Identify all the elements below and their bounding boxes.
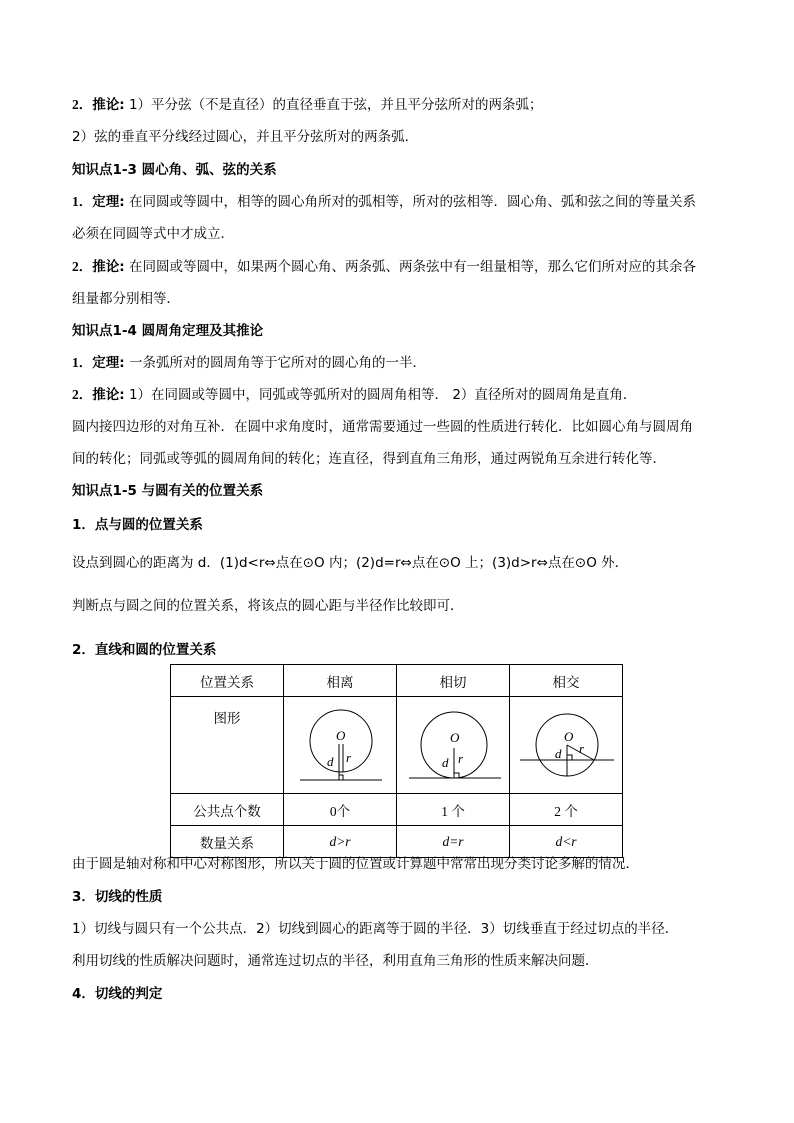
paragraph-line-2: 间的转化；同弧或等弧的圆周角间的转化；连直径，得到直角三角形，通过两锐角互余进行转化等．	[72, 451, 666, 467]
table-cell: 图形	[171, 697, 284, 794]
table-header-row	[171, 665, 623, 697]
symmetry-note: 由于圆是轴对称和中心对称图形，所以关于圆的位置或计算题中常常出现分类讨论多解的情况．	[72, 856, 639, 872]
subheading-tangent-test: 4．切线的判定	[72, 986, 163, 1002]
tangent-usage-line: 利用切线的性质解决问题时，通常连过切点的半径，利用直角三角形的性质来解决问题．	[72, 953, 599, 969]
subheading-point-circle: 1．点与圆的位置关系	[72, 517, 203, 533]
tangent-diagram	[397, 700, 509, 786]
table-cell: d>r	[284, 826, 397, 858]
right-angle-mark	[339, 775, 343, 780]
table-cell: d=r	[397, 826, 510, 858]
theorem-line-1: 1．定理: 在同圆或等圆中，相等的圆心角所对的弧相等，所对的弦相等．圆心角、弧和弦之间的等量关系	[72, 194, 696, 210]
table-cell: 公共点个数	[171, 794, 284, 826]
center-label: O	[336, 728, 346, 743]
table-figure-row	[171, 697, 623, 794]
radius-label: r	[458, 751, 464, 766]
radius-label: r	[346, 750, 352, 765]
center-label: O	[564, 729, 574, 744]
table-cell: 相离	[284, 665, 397, 697]
table-cell: 1 个	[397, 794, 510, 826]
figure-tangent	[397, 697, 510, 794]
radius-label: r	[579, 741, 585, 756]
point-circle-relation: 设点到圆心的距离为 d．(1)d<r⇔点在⊙O 内；(2)d=r⇔点在⊙O 上；(3)d>r⇔点在⊙O 外．	[72, 555, 629, 571]
corollary-line-2: 2）弦的垂直平分线经过圆心，并且平分弦所对的两条弧．	[72, 129, 419, 145]
distance-label: d	[555, 746, 562, 761]
figure-intersect	[510, 697, 623, 794]
table-cell: d<r	[510, 826, 623, 858]
separate-diagram	[284, 700, 396, 786]
point-circle-note: 判断点与圆之间的位置关系，将该点的圆心距与半径作比较即可．	[72, 598, 464, 614]
line-circle-table	[170, 664, 623, 858]
theorem-line-2: 必须在同圆等式中才成立．	[72, 226, 234, 242]
subheading-line-circle: 2．直线和圆的位置关系	[72, 642, 217, 658]
inscribed-theorem-line: 1．定理: 一条弧所对的圆周角等于它所对的圆心角的一半．	[72, 355, 426, 371]
corollary-2-line-2: 组量都分别相等．	[72, 291, 180, 307]
right-angle-mark	[567, 755, 572, 760]
tangent-property-line: 1）切线与圆只有一个公共点．2）切线到圆心的距离等于圆的半径．3）切线垂直于经过切点的半径．	[72, 921, 679, 937]
table-cell: 位置关系	[171, 665, 284, 697]
corollary-2-line-1: 2．推论: 在同圆或等圆中，如果两个圆心角、两条弧、两条弦中有一组量相等，那么它们所对应的其余各	[72, 259, 696, 275]
table-cell: 相切	[397, 665, 510, 697]
table-cell: 2 个	[510, 794, 623, 826]
table-cell: 数量关系	[171, 826, 284, 858]
table-relation-row	[171, 826, 623, 858]
figure-separate	[284, 697, 397, 794]
intersect-diagram	[510, 700, 622, 786]
section-heading-1-3: 知识点1-3 圆心角、弧、弦的关系	[72, 162, 277, 178]
distance-label: d	[442, 755, 449, 770]
section-heading-1-5: 知识点1-5 与圆有关的位置关系	[72, 483, 264, 499]
center-label: O	[450, 730, 460, 745]
section-heading-1-4: 知识点1-4 圆周角定理及其推论	[72, 323, 264, 339]
table-cell: 0个	[284, 794, 397, 826]
table-cell: 相交	[510, 665, 623, 697]
inscribed-corollary-line: 2．推论: 1）在同圆或等圆中，同弧或等弧所对的圆周角相等． 2）直径所对的圆周角是直角．	[72, 387, 637, 403]
corollary-line-1: 2．推论: 1）平分弦（不是直径）的直径垂直于弦，并且平分弦所对的两条弧；	[72, 97, 543, 113]
table-count-row	[171, 794, 623, 826]
distance-label: d	[327, 754, 334, 769]
subheading-tangent-property: 3．切线的性质	[72, 889, 163, 905]
paragraph-line-1: 圆内接四边形的对角互补．在圆中求角度时，通常需要通过一些圆的性质进行转化．比如圆心角与圆周角	[72, 419, 693, 435]
